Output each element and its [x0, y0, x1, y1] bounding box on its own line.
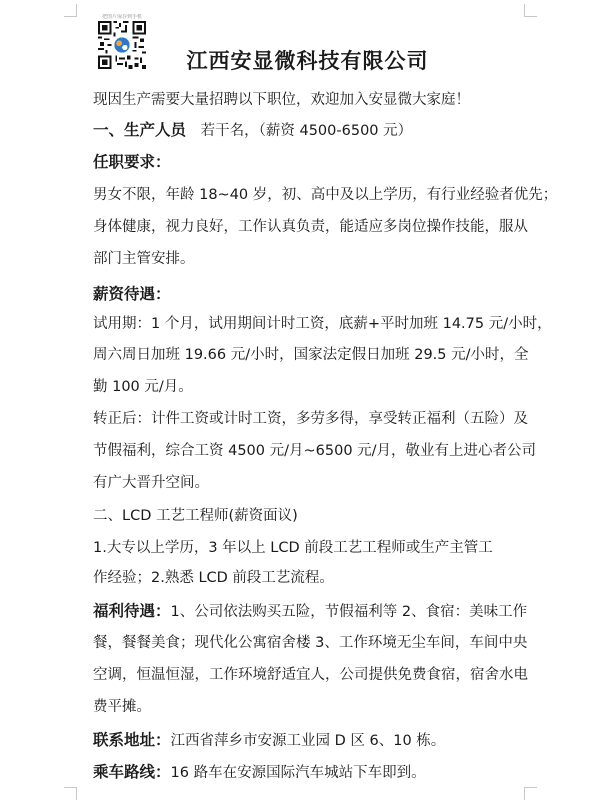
- page-corner-mark: [64, 4, 77, 17]
- requirements-label: 任职要求：: [93, 153, 171, 171]
- benefits-line: 餐，餐餐美食；现代化公寓宿舍楼 3、工作环境无尘车间，车间中央: [93, 635, 528, 651]
- address-value: 江西省萍乡市安源工业园 D 区 6、10 栋。: [170, 733, 446, 749]
- address-label: 联系地址：: [93, 731, 171, 749]
- benefits-line: 空调，恒温恒湿，工作环境舒适宜人，公司提供免费食宿，宿舍水电: [93, 667, 528, 683]
- address-line: [93, 729, 445, 752]
- route-label: 乘车路线：: [93, 763, 171, 781]
- probation-line: 试用期：1 个月，试用期间计时工资，底薪+平时加班 14.75 元/小时，: [93, 316, 552, 332]
- requirements-line: 男女不限，年龄 18~40 岁，初、高中及以上学历，有行业经验者优先；: [93, 187, 558, 203]
- company-title: 江西安显微科技有限公司: [186, 48, 429, 73]
- probation-line: 勤 100 元/月。: [93, 379, 193, 395]
- position1-heading-line: [93, 119, 412, 142]
- position2-line: 1.大专以上学历，3 年以上 LCD 前段工艺工程师或生产主管工: [93, 540, 493, 556]
- benefits-line-first: [93, 600, 527, 623]
- benefits-line: 费平摊。: [93, 699, 151, 715]
- benefits-line: 1、公司依法购买五险，节假福利等 2、食宿：美味工作: [170, 604, 528, 620]
- route-value: 16 路车在安源国际汽车城站下车即到。: [170, 765, 426, 781]
- requirements-line: 身体健康，视力良好，工作认真负责，能适应多岗位操作技能，服从: [93, 219, 528, 235]
- position1-heading: 一、生产人员: [93, 121, 187, 139]
- regular-line: 有广大晋升空间。: [93, 475, 209, 491]
- page-corner-mark: [524, 4, 537, 17]
- probation-line: 周六周日加班 19.66 元/小时，国家法定假日加班 29.5 元/小时，全: [93, 347, 529, 363]
- route-line: [93, 761, 426, 784]
- page-corner-mark: [524, 787, 537, 800]
- benefits-label: 福利待遇：: [93, 602, 171, 620]
- position1-detail: 若干名，（薪资 4500-6500 元）: [200, 123, 413, 139]
- position2-line: 作经验；2.熟悉 LCD 前段工艺流程。: [93, 570, 334, 586]
- regular-line: 转正后：计件工资或计时工资，多劳多得，享受转正福利（五险）及: [93, 411, 528, 427]
- salary-label: 薪资待遇：: [93, 285, 171, 303]
- regular-line: 节假福利，综合工资 4500 元/月~6500 元/月，敬业有上进心者公司: [93, 443, 537, 459]
- page-corner-mark: [64, 787, 77, 800]
- qr-caption: 把图片保存到手机: [101, 14, 142, 20]
- requirements-line: 部门主管安排。: [93, 251, 195, 267]
- intro-text: 现因生产需要大量招聘以下职位，欢迎加入安显微大家庭！: [93, 92, 470, 108]
- position2-heading: 二、LCD 工艺工程师(薪资面议): [93, 508, 298, 524]
